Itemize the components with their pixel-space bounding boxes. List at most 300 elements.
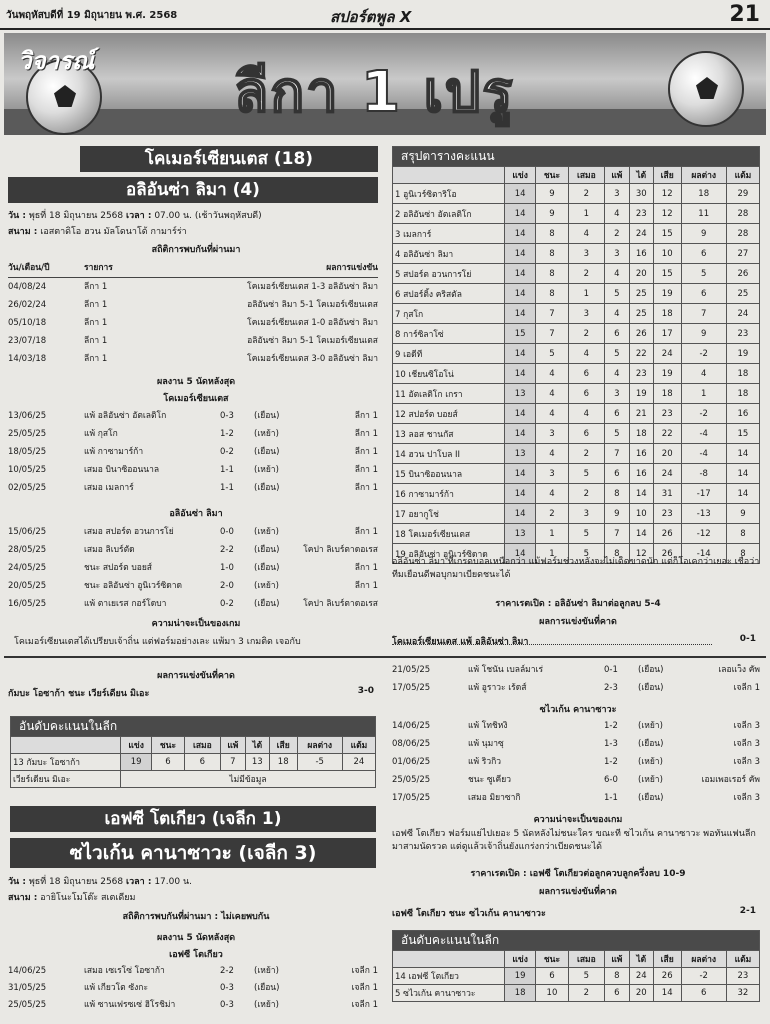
form-competition: เจลีก 3	[733, 739, 760, 749]
opening-price: ราคาเรตเปิด : อลิอันซ่า ลิมาต่อลูกลบ 5-4	[495, 599, 661, 609]
list-item	[392, 756, 760, 769]
table-row	[393, 244, 760, 264]
team-name: 14 เอฟซี โตเกียว	[393, 968, 505, 985]
list-item	[8, 580, 378, 593]
match2-info: วัน : พุธที่ 18 มิถุนายน 2568 เวลา : 17.00 น.	[8, 877, 192, 887]
column-header: เสีย	[269, 737, 297, 754]
form-date: 20/05/25	[8, 581, 47, 591]
form-score: 0-2	[220, 447, 234, 457]
table-cell: 2	[568, 484, 604, 504]
column-header: แต้ม	[726, 951, 759, 968]
form-score: 0-3	[220, 1000, 234, 1010]
match2-predict-title: ผลการแข่งขันที่คาด	[539, 887, 617, 897]
home-form-title: โคเมอร์เซียนเตส	[163, 394, 229, 404]
list-item	[8, 446, 378, 459]
table-cell: 1	[536, 524, 568, 544]
table-cell: 24	[726, 304, 759, 324]
form-match: เสมอ เมลการ์	[84, 483, 134, 493]
table-cell: 14	[653, 985, 681, 1002]
table-cell: 11	[681, 204, 726, 224]
table-cell: 5	[568, 524, 604, 544]
away-form-title: อลิอันซ่า ลิมา	[169, 509, 223, 519]
form-venue: (เหย้า)	[254, 1000, 279, 1010]
table-cell: -13	[681, 504, 726, 524]
table-cell: 5	[536, 344, 568, 364]
h2h-title: สถิติการพบกันที่ผ่านมา	[151, 245, 241, 255]
form-match: ชนะ ซูเคียว	[468, 775, 511, 785]
team-name: 5 สปอร์ต อวนการโย่	[393, 264, 505, 284]
team-name: 7 กุสโก	[393, 304, 505, 324]
form-date: 25/05/25	[8, 1000, 47, 1010]
standings-header	[393, 167, 760, 184]
table-cell: -14	[681, 544, 726, 564]
table-cell: 6	[681, 244, 726, 264]
team-name: 15 บินาซิออนนาล	[393, 464, 505, 484]
table-cell: 3	[605, 384, 630, 404]
form-score: 0-2	[220, 599, 234, 609]
form-match: แพ้ ซานเฟรซเซ่ ฮิโรชิม่า	[84, 1000, 176, 1010]
match2-rank-title: อันดับคะแนนในลีก	[393, 931, 760, 951]
form-venue: (เยือน)	[254, 447, 280, 457]
form-competition: ลีกา 1	[354, 483, 378, 493]
table-cell: 28	[726, 204, 759, 224]
table-cell: 26	[629, 324, 653, 344]
team-name: 16 กาซามาร์ก้า	[393, 484, 505, 504]
form-score: 1-3	[604, 739, 618, 749]
form-venue: (เหย้า)	[254, 581, 279, 591]
column-header: แข่ง	[505, 167, 536, 184]
table-cell: 14	[505, 484, 536, 504]
table-cell: 9	[536, 184, 568, 204]
form-match: แพ้ โทชิหงิ	[468, 721, 508, 731]
table-cell: 12	[653, 184, 681, 204]
form-competition: โคปา ลิเบร์ตาดอเรส	[303, 599, 378, 609]
table-row	[393, 324, 760, 344]
table-cell: 3	[568, 304, 604, 324]
table-cell: 4	[536, 384, 568, 404]
table-cell: 2	[568, 985, 604, 1002]
table-cell: 30	[629, 184, 653, 204]
team-name: 11 อัตเลติโก เกรา	[393, 384, 505, 404]
form-date: 02/05/25	[8, 483, 47, 493]
list-item	[8, 410, 378, 423]
table-cell: 22	[653, 424, 681, 444]
standings-body	[393, 184, 760, 564]
column-header: ได้	[245, 737, 269, 754]
form-match: แพ้ อลิอันซ่า อัตเลติโก	[84, 411, 167, 421]
form-competition: เจลีก 1	[733, 683, 760, 693]
table-cell: 18	[681, 184, 726, 204]
form-score: 2-3	[604, 683, 618, 693]
table-cell: 10	[629, 504, 653, 524]
form-venue: (เยือน)	[638, 793, 664, 803]
table-cell: 18	[653, 304, 681, 324]
column-header: เสมอ	[568, 167, 604, 184]
table-row	[393, 344, 760, 364]
table-cell: 14	[505, 224, 536, 244]
table-cell: 8	[605, 544, 630, 564]
team-name: 18 โคเมอร์เซียนเตส	[393, 524, 505, 544]
table-cell: 14	[505, 504, 536, 524]
table-cell: 18	[269, 754, 297, 771]
table-row	[393, 204, 760, 224]
column-header: ชนะ	[152, 737, 184, 754]
table-cell: 4	[605, 264, 630, 284]
list-item	[392, 738, 760, 751]
column-header: ผลต่าง	[681, 167, 726, 184]
table-cell: 2	[605, 224, 630, 244]
form-competition: ลีกา 1	[354, 581, 378, 591]
column-header: แข่ง	[505, 951, 536, 968]
table-cell: 24	[629, 968, 653, 985]
table-cell: 12	[653, 204, 681, 224]
table-cell: 13	[505, 384, 536, 404]
h2h-result: อลิอันซ่า ลิมา 5-1 โคเมอร์เซียนเตส	[247, 336, 378, 346]
team-name: 9 เอดีที	[393, 344, 505, 364]
table-cell: 7	[536, 304, 568, 324]
table-cell: 4	[681, 364, 726, 384]
form-competition: เจลีก 1	[351, 966, 378, 976]
table-cell: 7	[681, 304, 726, 324]
form-venue: (เหย้า)	[254, 429, 279, 439]
form-match: ชนะ สปอร์ต บอยส์	[84, 563, 152, 573]
form-date: 08/06/25	[392, 739, 431, 749]
table-cell: 18	[726, 384, 759, 404]
table-cell: 1	[681, 384, 726, 404]
home-team-bar: โคเมอร์เซียนเตส (18)	[80, 146, 378, 172]
list-item	[8, 464, 378, 477]
list-item	[8, 982, 378, 995]
table-cell: 21	[629, 404, 653, 424]
form-date: 14/06/25	[8, 966, 47, 976]
column-header: ได้	[629, 167, 653, 184]
table-cell: 14	[505, 264, 536, 284]
form-match: แพ้ กาซามาร์ก้า	[84, 447, 144, 457]
table-cell: -2	[681, 404, 726, 424]
h2h-result: โคเมอร์เซียนเตส 3-0 อลิอันซ่า ลิมา	[247, 354, 378, 364]
form-date: 25/05/25	[8, 429, 47, 439]
table-cell: 7	[605, 524, 630, 544]
column-header: ชนะ	[536, 167, 568, 184]
table-cell: 3	[568, 504, 604, 524]
team-name: 14 ฮวน ปาโบล II	[393, 444, 505, 464]
list-item	[392, 792, 760, 805]
table-row	[393, 968, 760, 985]
table-row	[393, 444, 760, 464]
table-cell: 14	[726, 484, 759, 504]
table-cell: 15	[726, 424, 759, 444]
table-cell: 16	[726, 404, 759, 424]
table-cell: 16	[629, 244, 653, 264]
table-cell: 5	[681, 264, 726, 284]
h2h-result: อลิอันซ่า ลิมา 5-1 โคเมอร์เซียนเตส	[247, 300, 378, 310]
team-name: 10 เชียนซิโอโน่	[393, 364, 505, 384]
table-cell: 31	[653, 484, 681, 504]
form-date: 28/05/25	[8, 545, 47, 555]
team-name: 12 สปอร์ต บอยส์	[393, 404, 505, 424]
table-cell: -12	[681, 524, 726, 544]
table-cell: -4	[681, 444, 726, 464]
table-cell: 5	[605, 424, 630, 444]
issue-date: วันพฤหัสบดีที่ 19 มิถุนายน พ.ศ. 2568	[6, 10, 178, 21]
h2h-date: 26/02/24	[8, 300, 47, 310]
table-row	[8, 335, 378, 348]
table-row	[393, 384, 760, 404]
team-name: 17 อยากูโช่	[393, 504, 505, 524]
table-cell: 8	[536, 264, 568, 284]
table-row	[393, 284, 760, 304]
table-cell: 2	[568, 264, 604, 284]
table-cell: 3	[536, 424, 568, 444]
table-cell: 8	[536, 224, 568, 244]
table-cell: 14	[505, 544, 536, 564]
table-cell: 6	[568, 384, 604, 404]
column-header: แพ้	[605, 167, 630, 184]
table-cell: 4	[605, 204, 630, 224]
table-row	[393, 484, 760, 504]
venue-info: สนาม : เอสตาดิโอ ฮวน มัลโดนาโด้ กามาร์ร่า	[8, 227, 187, 237]
form-score: 1-0	[220, 563, 234, 573]
table-cell: 9	[536, 204, 568, 224]
table-cell: 15	[653, 224, 681, 244]
form-venue: (เหย้า)	[638, 757, 663, 767]
table-cell: 24	[342, 754, 375, 771]
form-venue: (เยือน)	[254, 483, 280, 493]
table-cell: 14	[505, 304, 536, 324]
table-row	[393, 224, 760, 244]
table-cell: 4	[536, 364, 568, 384]
table-cell: 7	[605, 444, 630, 464]
table-cell: 23	[629, 204, 653, 224]
table-cell: 4	[605, 364, 630, 384]
table-cell: 20	[629, 264, 653, 284]
table-cell: 8	[605, 968, 630, 985]
table-cell: 9	[605, 504, 630, 524]
form-title: ผลงาน 5 นัดหลังสุด	[156, 377, 236, 387]
team-name: 1 อูนิเวร์ซิตาริโอ	[393, 184, 505, 204]
form-match: แพ้ ริวกิว	[468, 757, 502, 767]
form-date: 15/06/25	[8, 527, 47, 537]
form-venue: (เยือน)	[254, 411, 280, 421]
analysis-title: ความน่าจะเป็นของเกม	[151, 619, 241, 629]
h2h-date: 05/10/18	[8, 318, 47, 328]
table-cell: 13	[505, 444, 536, 464]
table-cell: 5	[568, 544, 604, 564]
list-item	[8, 598, 378, 611]
column-header: ผลต่าง	[681, 951, 726, 968]
form-venue: (เหย้า)	[254, 527, 279, 537]
table-cell: 4	[536, 404, 568, 424]
form-competition: ลีกา 1	[354, 563, 378, 573]
table-cell: 32	[726, 985, 759, 1002]
form-match: เสมอ ลิเบร์ตัด	[84, 545, 135, 555]
h2h-date: 14/03/18	[8, 354, 47, 364]
soccer-ball-icon	[668, 51, 744, 127]
table-cell: 6	[681, 284, 726, 304]
standings-table	[392, 146, 760, 564]
table-cell: 19	[505, 968, 536, 985]
form-date: 31/05/25	[8, 983, 47, 993]
table-cell: 23	[653, 504, 681, 524]
table-cell: 7	[221, 754, 246, 771]
table-cell: 14	[505, 424, 536, 444]
form-competition: ลีกา 1	[354, 527, 378, 537]
table-cell: 6	[681, 985, 726, 1002]
form-competition: เจลีก 1	[351, 1000, 378, 1010]
form-competition: ลีกา 1	[354, 465, 378, 475]
table-cell: 4	[568, 224, 604, 244]
form-score: 1-2	[604, 721, 618, 731]
table-cell: 16	[629, 464, 653, 484]
table-cell: 3	[568, 244, 604, 264]
list-item	[8, 428, 378, 441]
table-row	[8, 281, 378, 294]
table-cell: 17	[653, 324, 681, 344]
list-item	[8, 526, 378, 539]
form-date: 01/06/25	[392, 757, 431, 767]
column-header: แต้ม	[342, 737, 375, 754]
table-row	[393, 264, 760, 284]
form-score: 1-2	[604, 757, 618, 767]
brand-logo: สปอร์ตพูล X	[330, 8, 412, 26]
table-row	[393, 364, 760, 384]
list-item	[8, 562, 378, 575]
team-name: 6 สปอร์ติ้ง คริสตัล	[393, 284, 505, 304]
form-venue: (เยือน)	[254, 983, 280, 993]
table-cell: 14	[726, 464, 759, 484]
match2-away-form-title: ซไวเก้น คานาซาวะ	[539, 705, 617, 715]
table-cell: 1	[568, 204, 604, 224]
form-venue: (เหย้า)	[638, 775, 663, 785]
form-score: 1-1	[220, 483, 234, 493]
table-cell: 5	[605, 284, 630, 304]
table-cell: 8	[536, 284, 568, 304]
team-name: 3 เมลการ์	[393, 224, 505, 244]
form-match: เสมอ สปอร์ต อวนการโย่	[84, 527, 174, 537]
table-cell: -5	[297, 754, 342, 771]
table-cell: 6	[605, 985, 630, 1002]
form-match: แพ้ กุสโก	[84, 429, 118, 439]
table-cell: 19	[653, 284, 681, 304]
table-cell: 27	[726, 244, 759, 264]
form-venue: (เยือน)	[638, 683, 664, 693]
table-cell: 18	[505, 985, 536, 1002]
form-venue: (เยือน)	[638, 739, 664, 749]
form-competition: เจลีก 3	[733, 721, 760, 731]
form-competition: โคปา ลิเบร์ตาดอเรส	[303, 545, 378, 555]
predict-title: ผลการแข่งขันที่คาด	[539, 617, 617, 627]
form-score: 0-0	[220, 527, 234, 537]
form-competition: เจลีก 1	[351, 983, 378, 993]
h2h-header: วัน/เดือน/ปี รายการ ผลการแข่งขัน	[8, 263, 378, 273]
table-cell: 24	[653, 464, 681, 484]
match2-predict-line: เอฟซี โตเกียว ชนะ ซไวเก้น คานาซาวะ 2-1	[392, 906, 756, 919]
form-date: 24/05/25	[8, 563, 47, 573]
table-cell: -4	[681, 424, 726, 444]
list-item	[8, 482, 378, 495]
column-header: แพ้	[221, 737, 246, 754]
table-cell: 14	[505, 344, 536, 364]
table-cell: 2	[568, 184, 604, 204]
home-team-bar-2: เอฟซี โตเกียว (เจลีก 1)	[10, 806, 376, 832]
table-cell: 9	[681, 224, 726, 244]
form-competition: ลีกา 1	[354, 411, 378, 421]
form-date: 25/05/25	[392, 775, 431, 785]
h2h-competition: ลีกา 1	[84, 336, 108, 346]
table-cell: 4	[536, 444, 568, 464]
form-match: แพ้ อูราวะ เร้ดส์	[468, 683, 527, 693]
prev-rank-table	[10, 716, 376, 788]
form-match: เสมอ บินาซิออนนาล	[84, 465, 160, 475]
table-cell: 4	[536, 484, 568, 504]
table-cell: 20	[653, 444, 681, 464]
column-header: ผลต่าง	[297, 737, 342, 754]
form-date: 14/06/25	[392, 721, 431, 731]
away-team-bar-2: ซไวเก้น คานาซาวะ (เจลีก 3)	[10, 838, 376, 868]
table-cell: 2	[536, 504, 568, 524]
h2h-competition: ลีกา 1	[84, 354, 108, 364]
column-header: แต้ม	[726, 167, 759, 184]
h2h-date: 04/08/24	[8, 282, 47, 292]
table-row	[393, 464, 760, 484]
table-cell: 19	[653, 364, 681, 384]
form-date: 13/06/25	[8, 411, 47, 421]
table-cell: 9	[681, 324, 726, 344]
table-cell: 15	[505, 324, 536, 344]
column-header: เสมอ	[184, 737, 220, 754]
table-cell: 15	[653, 264, 681, 284]
list-item	[8, 544, 378, 557]
list-item	[392, 720, 760, 733]
table-row	[8, 317, 378, 330]
form-competition: ลีกา 1	[354, 447, 378, 457]
form-score: 6-0	[604, 775, 618, 785]
table-cell: 26	[653, 968, 681, 985]
form-competition: เจลีก 3	[733, 757, 760, 767]
list-item	[392, 664, 760, 677]
form-competition: เอมเพอเรอร์ คัพ	[701, 775, 760, 785]
table-cell: 6	[605, 324, 630, 344]
table-cell: 10	[653, 244, 681, 264]
h2h-competition: ลีกา 1	[84, 282, 108, 292]
form-venue: (เหย้า)	[254, 465, 279, 475]
table-cell: 19	[121, 754, 152, 771]
match2-venue: สนาม : อายิโนะโมโต๊ะ สเตเดียม	[8, 893, 136, 903]
table-cell: 4	[568, 344, 604, 364]
form-score: 1-2	[220, 429, 234, 439]
team-name: 4 อลิอันซ่า ลิมา	[393, 244, 505, 264]
table-cell: 10	[536, 985, 568, 1002]
form-match: เสมอ เซเรโซ่ โอซาก้า	[84, 966, 165, 976]
team-name: 5 ซไวเก้น คานาซาวะ	[393, 985, 505, 1002]
table-cell: 8	[726, 524, 759, 544]
table-cell: 6	[605, 404, 630, 424]
table-cell: 18	[726, 364, 759, 384]
table-cell: 24	[653, 344, 681, 364]
table-cell: 23	[653, 404, 681, 424]
form-score: 1-1	[220, 465, 234, 475]
table-cell: 6	[605, 464, 630, 484]
form-venue: (เยือน)	[254, 563, 280, 573]
team-name: 13 ลอส ชานกัส	[393, 424, 505, 444]
form-score: 0-3	[220, 411, 234, 421]
table-cell: 14	[505, 404, 536, 424]
match2-price: ราคาเรตเปิด : เอฟซี โตเกียวต่อลูกควบลูกครึ่งลบ 10-9	[470, 869, 686, 879]
form-date: 18/05/25	[8, 447, 47, 457]
form-match: ชนะ อลิอันซ่า อูนิเวร์ซิดาด	[84, 581, 183, 591]
team-name: 19 อลิอันซ่า อูนิเวร์ซิดาด	[393, 544, 505, 564]
table-cell: 1	[568, 284, 604, 304]
